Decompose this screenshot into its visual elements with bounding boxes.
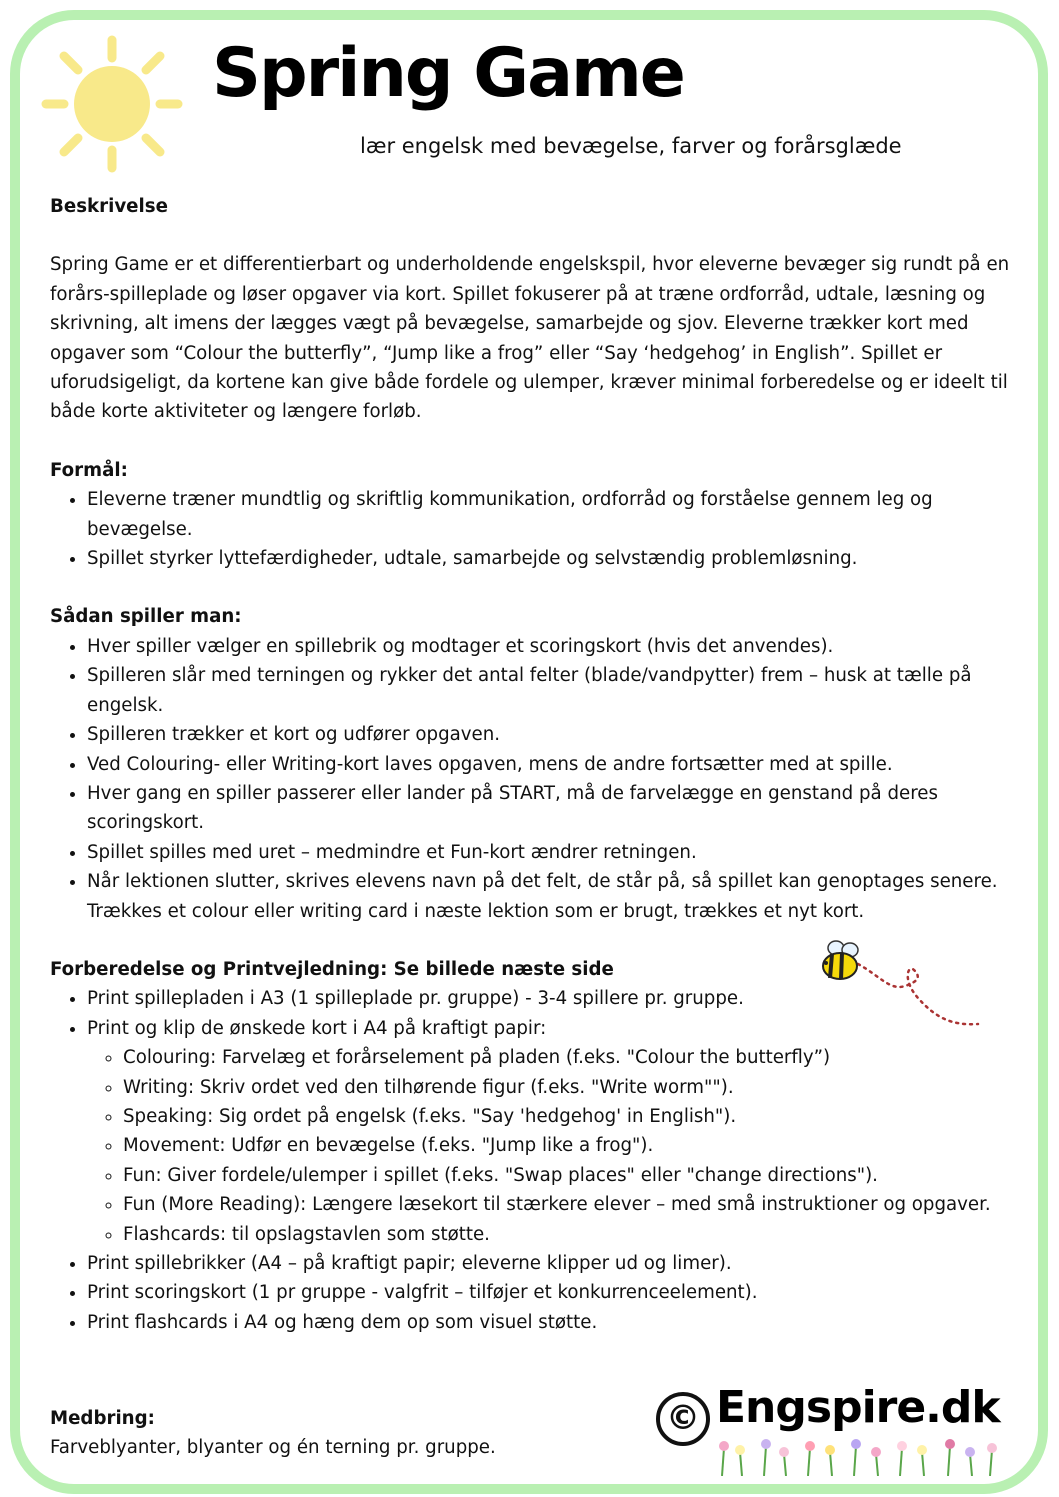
- sun-icon: [38, 34, 186, 174]
- page-title: Spring Game: [212, 34, 684, 113]
- list-item: • Ved Colouring- eller Writing-kort laves opgaven, mens de andre fortsætter med at spille.: [87, 750, 1025, 779]
- sub-list-item: ◦ Flashcards: til opslagstavlen som støtte.: [123, 1220, 1025, 1249]
- logo-text: Engspire.dk: [716, 1382, 1000, 1433]
- purpose-heading: Formål:: [50, 459, 128, 481]
- list-item-text: Print og klip de ønskede kort i A4 på kraftigt papir:: [87, 1017, 547, 1039]
- list-item: • Spillet styrker lyttefærdigheder, udtale, samarbejde og selvstændig problemløsning.: [87, 544, 1025, 573]
- list-item: • Eleverne træner mundtlig og skriftlig kommunikation, ordforråd og forståelse gennem leg og bevægelse.: [87, 485, 1025, 544]
- prep-list: [50, 984, 1025, 1337]
- sub-list-item: ◦ Movement: Udfør en bevægelse (f.eks. "Jump like a frog").: [123, 1131, 1025, 1160]
- document-body: [50, 192, 1025, 1337]
- list-item: • Print spillebrikker (A4 – på kraftigt papir; eleverne klipper ud og limer).: [87, 1249, 1025, 1278]
- sub-list-item: ◦ Fun (More Reading): Længere læsekort til stærkere elever – med små instruktioner og opgaver.: [123, 1190, 1025, 1219]
- card-types-list: [87, 1043, 1025, 1249]
- list-item: • Spillet spilles med uret – medmindre et Fun-kort ændrer retningen.: [87, 838, 1025, 867]
- list-item: • Spilleren trækker et kort og udfører opgaven.: [87, 720, 1025, 749]
- brand-logo: [652, 1382, 1000, 1476]
- bring-section: [50, 1404, 496, 1463]
- description-text: Spring Game er et differentierbart og underholdende engelskspil, hvor eleverne bevæger sig rundt på en forårs-spilleplade og løser opgaver via kort. Spillet fokuserer på at træne ordforråd, udtale, læsning og skrivning, alt imens der lægges vægt på bevægelse, samarbejde og sjov. Eleverne trækker kort med opgaver som “Colour the butterfly”, “Jump like a frog” eller “Say ‘hedgehog’ in English”. Spillet er uforudsigeligt, da kortene kan give både fordele og ulemper, kræver minimal forberedelse og er ideelt til både korte aktiviteter og længere forløb.: [50, 254, 1010, 423]
- list-item: • Print spillepladen i A3 (1 spilleplade pr. gruppe) - 3-4 spillere pr. gruppe.: [87, 984, 1025, 1013]
- bring-text: Farveblyanter, blyanter og én terning pr. gruppe.: [50, 1437, 496, 1459]
- list-item: • Spilleren slår med terningen og rykker det antal felter (blade/vandpytter) frem – husk at tælle på engelsk.: [87, 661, 1025, 720]
- purpose-list: [50, 485, 1025, 573]
- list-item: [87, 1014, 1025, 1249]
- page-subtitle: lær engelsk med bevægelse, farver og forårsglæde: [360, 134, 902, 158]
- list-item: • Print flashcards i A4 og hæng dem op som visuel støtte.: [87, 1308, 1025, 1337]
- prep-heading: Forberedelse og Printvejledning: Se billede næste side: [50, 958, 614, 980]
- howto-heading: Sådan spiller man:: [50, 606, 242, 628]
- copyright-icon: ©: [656, 1392, 710, 1446]
- list-item: • Når lektionen slutter, skrives elevens navn på det felt, de står på, så spillet kan genoptages senere. Trækkes et colour eller writing card i næste lektion som er brugt, trækkes et nyt kort.: [87, 867, 1025, 926]
- list-item: • Hver gang en spiller passerer eller lander på START, må de farvelægge en genstand på deres scoringskort.: [87, 779, 1025, 838]
- sub-list-item: ◦ Speaking: Sig ordet på engelsk (f.eks. "Say 'hedgehog' in English").: [123, 1102, 1025, 1131]
- bring-heading: Medbring:: [50, 1408, 155, 1429]
- list-item: • Print scoringskort (1 pr gruppe - valgfrit – tilføjer et konkurrenceelement).: [87, 1278, 1025, 1307]
- sub-list-item: ◦ Fun: Giver fordele/ulemper i spillet (f.eks. "Swap places" eller "change directions").: [123, 1161, 1025, 1190]
- list-item: • Hver spiller vælger en spillebrik og modtager et scoringskort (hvis det anvendes).: [87, 632, 1025, 661]
- sub-list-item: ◦ Writing: Skriv ordet ved den tilhørende figur (f.eks. "Write worm"").: [123, 1073, 1025, 1102]
- howto-list: [50, 632, 1025, 926]
- sub-list-item: ◦ Colouring: Farvelæg et forårselement på pladen (f.eks. "Colour the butterfly”): [123, 1043, 1025, 1072]
- description-heading: Beskrivelse: [50, 196, 168, 217]
- flowers-icon: [712, 1434, 997, 1476]
- bee-icon: [810, 936, 985, 1036]
